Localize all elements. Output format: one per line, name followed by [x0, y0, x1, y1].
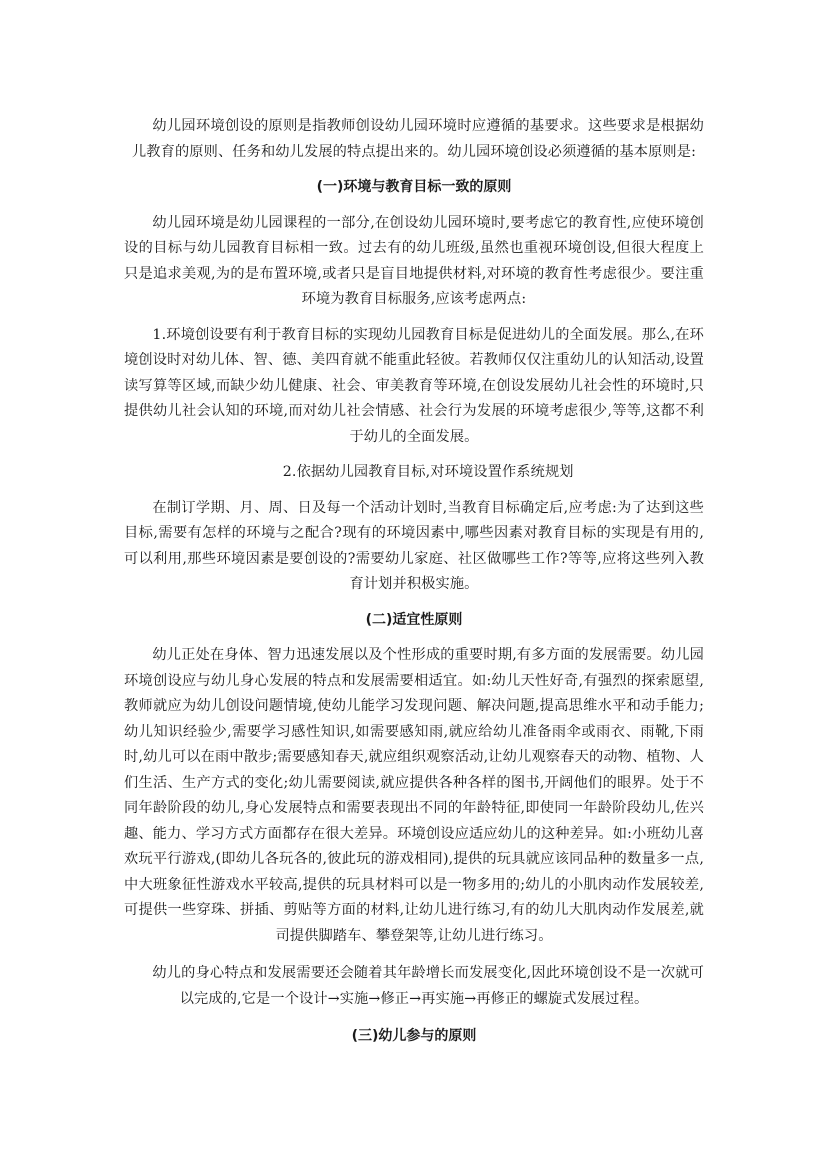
section-heading-1: (一)环境与教育目标一致的原则: [316, 179, 512, 195]
section-1-paragraph-2: 1.环境创设要有利于教育目标的实现幼儿园教育目标是促进幼儿的全面发展。那么,在环境创设时对幼儿体、智、德、美四育就不能重此轻彼。若教师仅仅注重幼儿的认知活动,设置读写算等区域,而缺少幼儿健康、社会、审美教育等环境,在创设发展幼儿社会性的环境时,只提供幼儿社会认知的环境,而对幼儿社会情感、社会行为发展的环境考虑很少,等等,这都不利于幼儿的全面发展。: [124, 326, 704, 445]
intro-paragraph: 幼儿园环境创设的原则是指教师创设幼儿园环境时应遵循的基要求。这些要求是根据幼儿教育的原则、任务和幼儿发展的特点提出来的。幼儿园环境创设必须遵循的基本原则是:: [131, 118, 704, 160]
section-heading-2: (二)适宜性原则: [365, 611, 463, 628]
section-2-paragraph-1: 幼儿正处在身体、智力迅速发展以及个性形成的重要时期,有多方面的发展需要。幼儿园环境创设应与幼儿身心发展的特点和发展需要相适宜。如:幼儿天性好奇,有强烈的探索愿望,教师就应为幼儿创设问题情境,使幼儿能学习发现问题、解决问题,提高思维水平和动手能力;幼儿知识经验少,需要学习感性知识,如需要感知雨,就应给幼儿准备雨伞或雨衣、雨靴,下雨时,幼儿可以在雨中散步;需要感知春天,就应组织观察活动,让幼儿观察春天的动物、植物、人们生活、生产方式的变化;幼儿需要阅读,就应提供各种各样的图书,开阔他们的眼界。处于不同年龄阶段的幼儿,身心发展特点和需要表现出不同的年龄特征,即使同一年龄阶段幼儿,佐兴趣、能力、学习方式方面都存在很大差异。环境创设应适应幼儿的这种差异。如:小班幼儿喜欢玩平行游戏,(即幼儿各玩各的,彼此玩的游戏相同),提供的玩具就应该同品种的数量多一点,中大班象征性游戏水平较高,提供的玩具材料可以是一物多用的;幼儿的小肌肉动作发展较差,可提供一些穿珠、拼插、剪贴等方面的材料,让幼儿进行练习,有的幼儿大肌肉动作发展差,就司提供脚踏车、攀登架等,让幼儿进行练习。: [124, 647, 704, 944]
document-page: [124, 114, 704, 1050]
section-1-paragraph-4: 在制订学期、月、周、日及每一个活动计划时,当教育目标确定后,应考虑:为了达到这些目标,需要有怎样的环境与之配合?现有的环境因素中,哪些因素对教育目标的实现是有用的,可以利用,那些环境因素是要创设的?需要幼儿家庭、社区做哪些工作?等等,应将这些列入教育计划并积极实施。: [124, 499, 704, 592]
section-heading-3: (三)幼儿参与的原则: [351, 1028, 477, 1044]
section-1-paragraph-1: 幼儿园环境是幼儿园课程的一部分,在创设幼儿园环境时,要考虑它的教育性,应使环境创设的目标与幼儿园教育目标相一致。过去有的幼儿班级,虽然也重视环境创设,但很大程度上只是追求美观,为的是布置环境,或者只是盲目地提供材料,对环境的教育性考虑很少。要注重环境为教育目标服务,应该考虑两点:: [124, 214, 704, 307]
section-2-paragraph-2: 幼儿的身心特点和发展需要还会随着其年龄增长而发展变化,因此环境创设不是一次就可以完成的,它是一个设计→实施→修正→再实施→再修正的螺旋式发展过程。: [152, 965, 704, 1007]
section-1-paragraph-3: 2.依据幼儿园教育目标,对环境设置作系统规划: [282, 464, 574, 480]
